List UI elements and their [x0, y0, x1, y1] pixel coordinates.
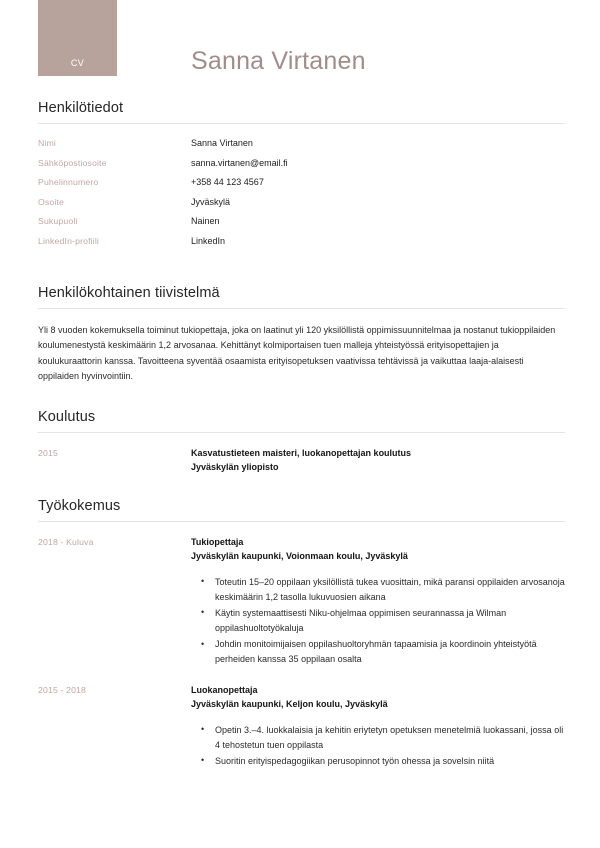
entry-title: Kasvatustieteen maisteri, luokanopettajan koulutus — [191, 447, 412, 458]
entry-date: 2018 - Kuluva — [38, 537, 94, 548]
info-label: Sähköpostiosoite — [38, 157, 107, 168]
section-divider — [38, 308, 565, 309]
summary-paragraph: Yli 8 vuoden kokemuksella toiminut tukiopettaja, joka on laatinut yli 120 yksilöllistä oppimissuunnitelmaa ja nostanut tukioppilaiden koulumenestystä keskimäärin 1,2 arvosanaa. Kehittänyt kolmiportaisen tuen malleja yhteistyössä erityisopettajien ja koulukuraattorin kanssa. Tavoitteena syventää osaamista erityisopetuksen vaativissa tehtävissä ja vaikuttaa laaja-alaisesti oppilaiden hyvinvointiin. — [38, 325, 556, 382]
info-value: sanna.virtanen@email.fi — [191, 157, 288, 168]
info-value: Jyväskylä — [191, 196, 231, 207]
info-row — [38, 197, 565, 207]
entry-body — [191, 536, 565, 668]
entry-bullet-list — [191, 723, 565, 769]
list-item: • Johdin monitoimijaisen oppilashuoltoryhmän tapaamisia ja koordinoin yhteistyötä perheiden kanssa 35 oppilaan osalta — [215, 637, 565, 667]
entry-title: Luokanopettaja — [191, 685, 258, 696]
cv-logo-label: CV — [70, 58, 85, 68]
entry-body — [191, 447, 565, 474]
section-education — [0, 409, 600, 474]
section-title-personal-info: Henkilötiedot — [38, 100, 124, 116]
info-value: Nainen — [191, 216, 220, 226]
cv-header — [0, 0, 600, 100]
experience-entry — [38, 684, 565, 770]
section-divider — [38, 123, 565, 124]
info-row — [38, 158, 565, 168]
info-row — [38, 236, 565, 246]
entry-body — [191, 684, 565, 770]
info-value: Sanna Virtanen — [191, 138, 253, 148]
info-row — [38, 177, 565, 187]
experience-entry — [38, 536, 565, 668]
info-value-linkedin[interactable]: LinkedIn — [191, 235, 226, 246]
section-divider — [38, 521, 565, 522]
info-row — [38, 138, 565, 148]
info-label: LinkedIn-profiili — [38, 235, 99, 246]
list-item: • Opetin 3.–4. luokkalaisia ja kehitin eriytetyn opetuksen menetelmiä luokassani, jossa oli 4 tehostetun tuen oppilasta — [215, 723, 565, 753]
info-label: Puhelinnumero — [38, 177, 99, 187]
entry-date: 2015 - 2018 — [38, 685, 87, 696]
list-item: • Käytin systemaattisesti Niku-ohjelmaa oppimisen seurannassa ja Wilman oppilashuoltotyökaluja — [215, 606, 565, 636]
entry-organization: Jyväskylän kaupunki, Keljon koulu, Jyväskylä — [191, 698, 388, 709]
entry-organization: Jyväskylän kaupunki, Voionmaan koulu, Jyväskylä — [191, 550, 408, 561]
entry-title: Tukiopettaja — [191, 537, 244, 548]
section-experience — [0, 498, 600, 770]
section-divider — [38, 432, 565, 433]
entry-organization: Jyväskylän yliopisto — [191, 461, 279, 472]
info-value: +358 44 123 4567 — [191, 177, 264, 187]
info-label: Nimi — [38, 138, 56, 148]
entry-date: 2015 — [38, 447, 58, 458]
cv-logo-box — [38, 0, 117, 76]
section-title-summary: Henkilökohtainen tiivistelmä — [38, 285, 220, 301]
info-label: Sukupuoli — [38, 216, 78, 226]
list-item: • Suoritin erityispedagogiikan perusopinnot työn ohessa ja sovelsin niitä — [215, 754, 565, 769]
education-entry — [38, 447, 565, 474]
section-personal-info — [0, 100, 600, 246]
list-item: • Toteutin 15–20 oppilaan yksilöllistä tukea vuosittain, mikä paransi oppilaiden arvosanoja keskimäärin 1,2 tasolla lukuvuosien aikana — [215, 575, 565, 605]
info-row — [38, 216, 565, 226]
section-title-education: Koulutus — [38, 408, 96, 425]
page-title: Sanna Virtanen — [191, 47, 366, 75]
entry-bullet-list — [191, 575, 565, 668]
info-label: Osoite — [38, 196, 65, 207]
section-title-experience: Työkokemus — [38, 498, 121, 515]
section-summary — [0, 285, 600, 385]
